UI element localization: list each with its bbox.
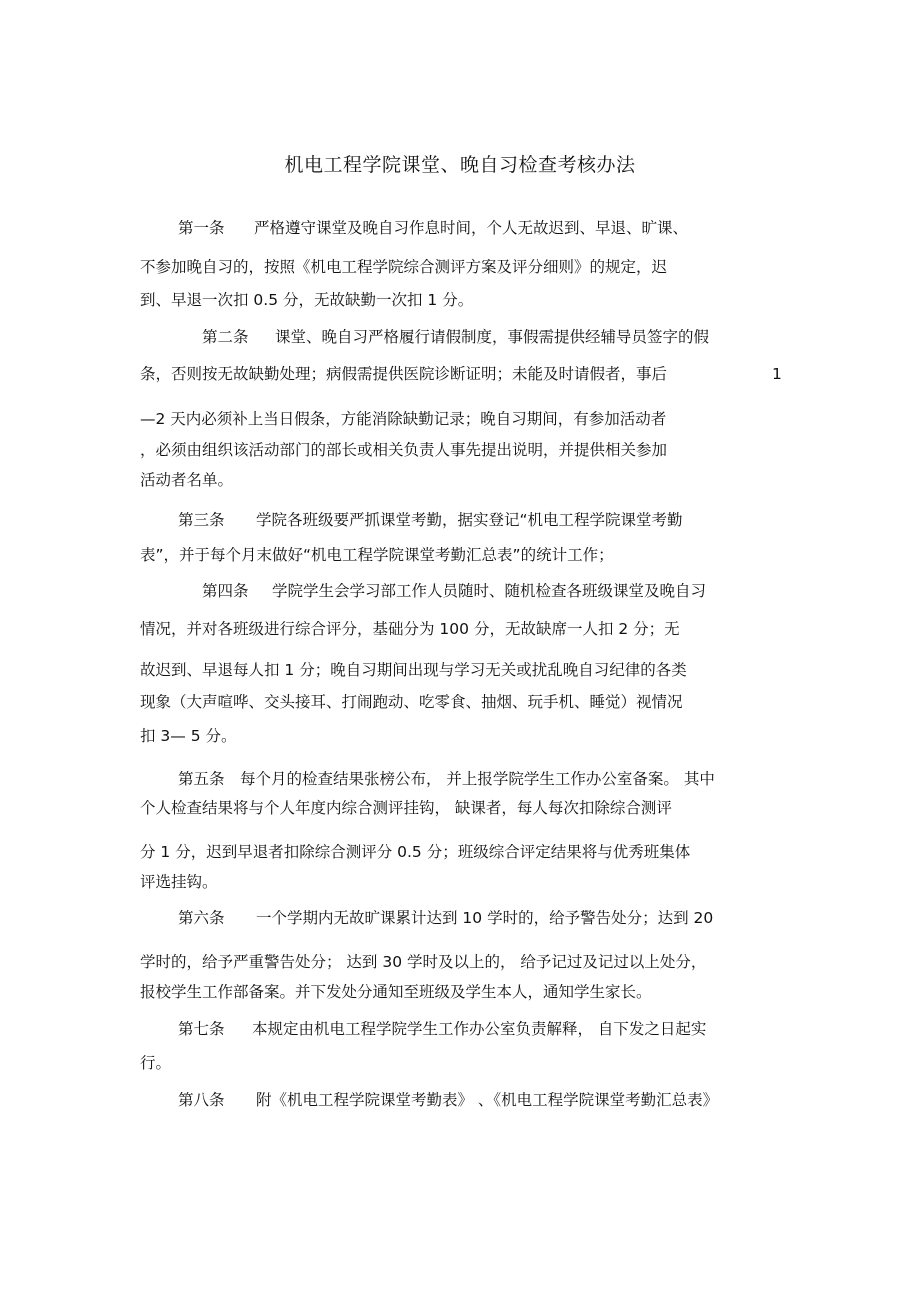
article-6-line-3: 报校学生工作部备案。并下发处分通知至班级及学生本人，通知学生家长。 — [140, 983, 652, 1001]
article-4-line-4: 现象（大声喧哗、交头接耳、打闹跑动、吃零食、抽烟、玩手机、睡觉）视情况 — [140, 693, 683, 711]
article-2-line-4: ，必须由组织该活动部门的部长或相关负责人事先提出说明，并提供相关参加 — [140, 441, 668, 459]
article-1-line-1: 严格遵守课堂及晚自习作息时间，个人无故迟到、早退、旷课、 — [254, 219, 689, 237]
article-4-line-1: 学院学生会学习部工作人员随时、随机检查各班级课堂及晚自习 — [272, 582, 707, 600]
article-4-line-3: 故迟到、早退每人扣 1 分；晚自习期间出现与学习无关或扰乱晚自习纪律的各类 — [140, 661, 687, 679]
article-4-line-5: 扣 3— 5 分。 — [140, 727, 237, 745]
article-5-line-2: 个人检查结果将与个人年度内综合测评挂钩， 缺课者，每人每次扣除综合测评 — [140, 799, 672, 817]
article-5-label: 第五条 — [178, 770, 225, 788]
article-3-label: 第三条 — [178, 511, 225, 529]
article-1-label: 第一条 — [178, 219, 225, 237]
article-1-line-3: 到、早退一次扣 0.5 分，无故缺勤一次扣 1 分。 — [140, 291, 474, 309]
article-2-line-2-number: 1 — [772, 365, 782, 383]
article-5-line-3: 分 1 分，迟到早退者扣除综合测评分 0.5 分；班级综合评定结果将与优秀班集体 — [140, 843, 691, 861]
article-6-label: 第六条 — [178, 909, 225, 927]
article-2-line-2: 条，否则按无故缺勤处理；病假需提供医院诊断证明；未能及时请假者，事后 — [140, 365, 668, 383]
article-7-line-2: 行。 — [140, 1054, 172, 1072]
article-4-line-2: 情况，并对各班级进行综合评分，基础分为 100 分，无故缺席一人扣 2 分；无 — [140, 620, 680, 638]
article-2-line-3: —2 天内必须补上当日假条，方能消除缺勤记录；晚自习期间，有参加活动者 — [140, 410, 667, 428]
article-2-label: 第二条 — [202, 328, 249, 346]
article-7-line-1: 本规定由机电工程学院学生工作办公室负责解释， 自下发之日起实 — [252, 1020, 707, 1038]
article-3-line-2: 表”，并于每个月末做好“机电工程学院课堂考勤汇总表”的统计工作； — [140, 546, 614, 564]
article-7-label: 第七条 — [178, 1020, 225, 1038]
article-1-line-2: 不参加晚自习的，按照《机电工程学院综合测评方案及评分细则》的规定，迟 — [140, 258, 668, 276]
article-6-line-1: 一个学期内无故旷课累计达到 10 学时的，给予警告处分；达到 20 — [256, 909, 714, 927]
article-8-label: 第八条 — [178, 1091, 225, 1109]
article-5-line-4: 评选挂钩。 — [140, 873, 218, 891]
article-4-label: 第四条 — [202, 582, 249, 600]
article-8-line-1: 附《机电工程学院课堂考勤表》 、《机电工程学院课堂考勤汇总表》 — [256, 1091, 719, 1109]
article-2-line-1: 课堂、晚自习严格履行请假制度，事假需提供经辅导员签字的假 — [275, 328, 710, 346]
article-5-line-1: 每个月的检查结果张榜公布， 并上报学院学生工作办公室备案。 其中 — [240, 770, 715, 788]
article-3-line-1: 学院各班级要严抓课堂考勤，据实登记“机电工程学院课堂考勤 — [256, 511, 683, 529]
article-6-line-2: 学时的，给予严重警告处分； 达到 30 学时及以上的， 给予记过及记过以上处分， — [140, 953, 707, 971]
document-title: 机电工程学院课堂、晚自习检查考核办法 — [284, 154, 636, 176]
article-2-line-5: 活动者名单。 — [140, 471, 234, 489]
